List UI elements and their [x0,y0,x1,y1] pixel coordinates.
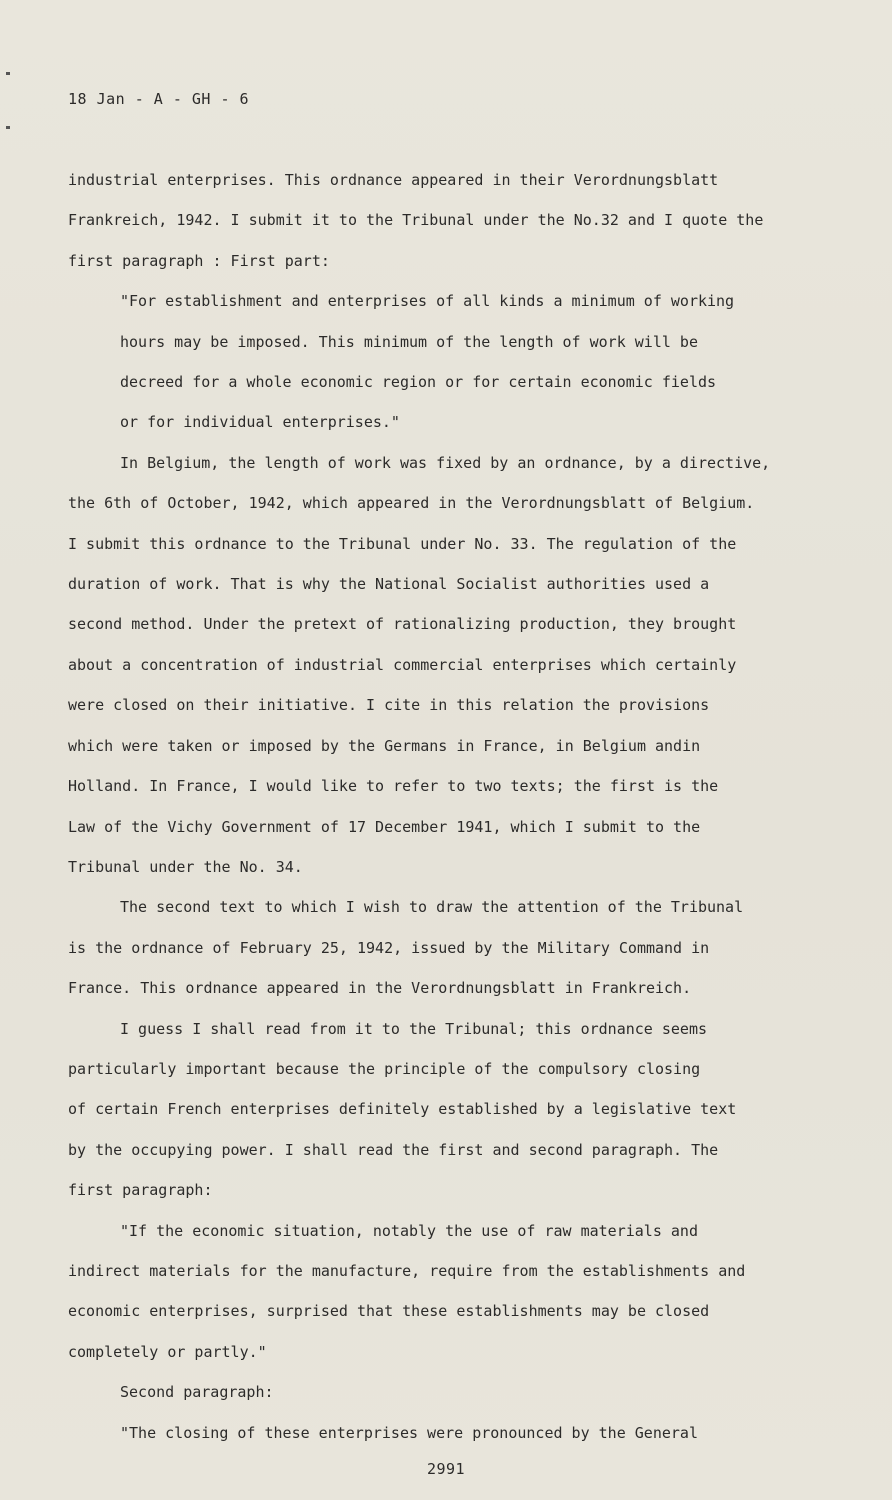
text-line: by the occupying power. I shall read the first and second paragraph. The [68,1140,719,1159]
text-line: "For establishment and enterprises of all kinds a minimum of working [120,292,735,311]
text-line: first paragraph : First part: [68,251,330,270]
text-line: about a concentration of industrial commercial enterprises which certainly [68,655,737,674]
text-line: particularly important because the principle of the compulsory closing [68,1059,701,1078]
text-line: France. This ordnance appeared in the Verordnungsblatt in Frankreich. [68,979,692,998]
text-line: The second text to which I wish to draw the attention of the Tribunal [120,898,744,917]
text-line: indirect materials for the manufacture, require from the establishments and [68,1261,746,1280]
text-line: which were taken or imposed by the Germans in France, in Belgium andin [68,736,701,755]
text-line: I guess I shall read from it to the Tribunal; this ordnance seems [120,1019,707,1038]
text-line: or for individual enterprises." [120,413,400,432]
text-line: Law of the Vichy Government of 17 December 1941, which I submit to the [68,817,701,836]
text-line: In Belgium, the length of work was fixed by an ordnance, by a directive, [120,453,771,472]
page-number: 2991 [426,1460,466,1478]
text-line: were closed on their initiative. I cite in this relation the provisions [68,696,710,715]
text-line: duration of work. That is why the National Socialist authorities used a [68,575,710,594]
text-line: I submit this ordnance to the Tribunal under No. 33. The regulation of the [68,534,737,553]
page-header-reference: 18 Jan - A - GH - 6 [68,90,250,108]
text-line: of certain French enterprises definitely established by a legislative text [68,1100,737,1119]
text-line: hours may be imposed. This minimum of the length of work will be [120,332,698,351]
text-line: is the ordnance of February 25, 1942, issued by the Military Command in [68,938,710,957]
text-line: first paragraph: [68,1181,213,1200]
text-line: the 6th of October, 1942, which appeared in the Verordnungsblatt of Belgium. [68,494,755,513]
text-line: second method. Under the pretext of rationalizing production, they brought [68,615,737,634]
text-line: Holland. In France, I would like to refer to two texts; the first is the [68,777,719,796]
text-line: industrial enterprises. This ordnance appeared in their Verordnungsblatt [68,171,719,189]
text-line: "If the economic situation, notably the use of raw materials and [120,1221,698,1240]
text-line: Tribunal under the No. 34. [68,857,303,876]
text-line: Frankreich, 1942. I submit it to the Tribunal under the No.32 and I quote the [68,211,764,230]
text-line: decreed for a whole economic region or for certain economic fields [120,373,717,392]
margin-mark [6,72,10,75]
text-line: completely or partly." [68,1342,267,1361]
text-line: "The closing of these enterprises were pronounced by the General [120,1423,698,1442]
margin-mark [6,126,10,129]
text-line: Second paragraph: [120,1383,274,1402]
typewritten-body [68,160,838,1453]
text-line: economic enterprises, surprised that these establishments may be closed [68,1302,710,1321]
